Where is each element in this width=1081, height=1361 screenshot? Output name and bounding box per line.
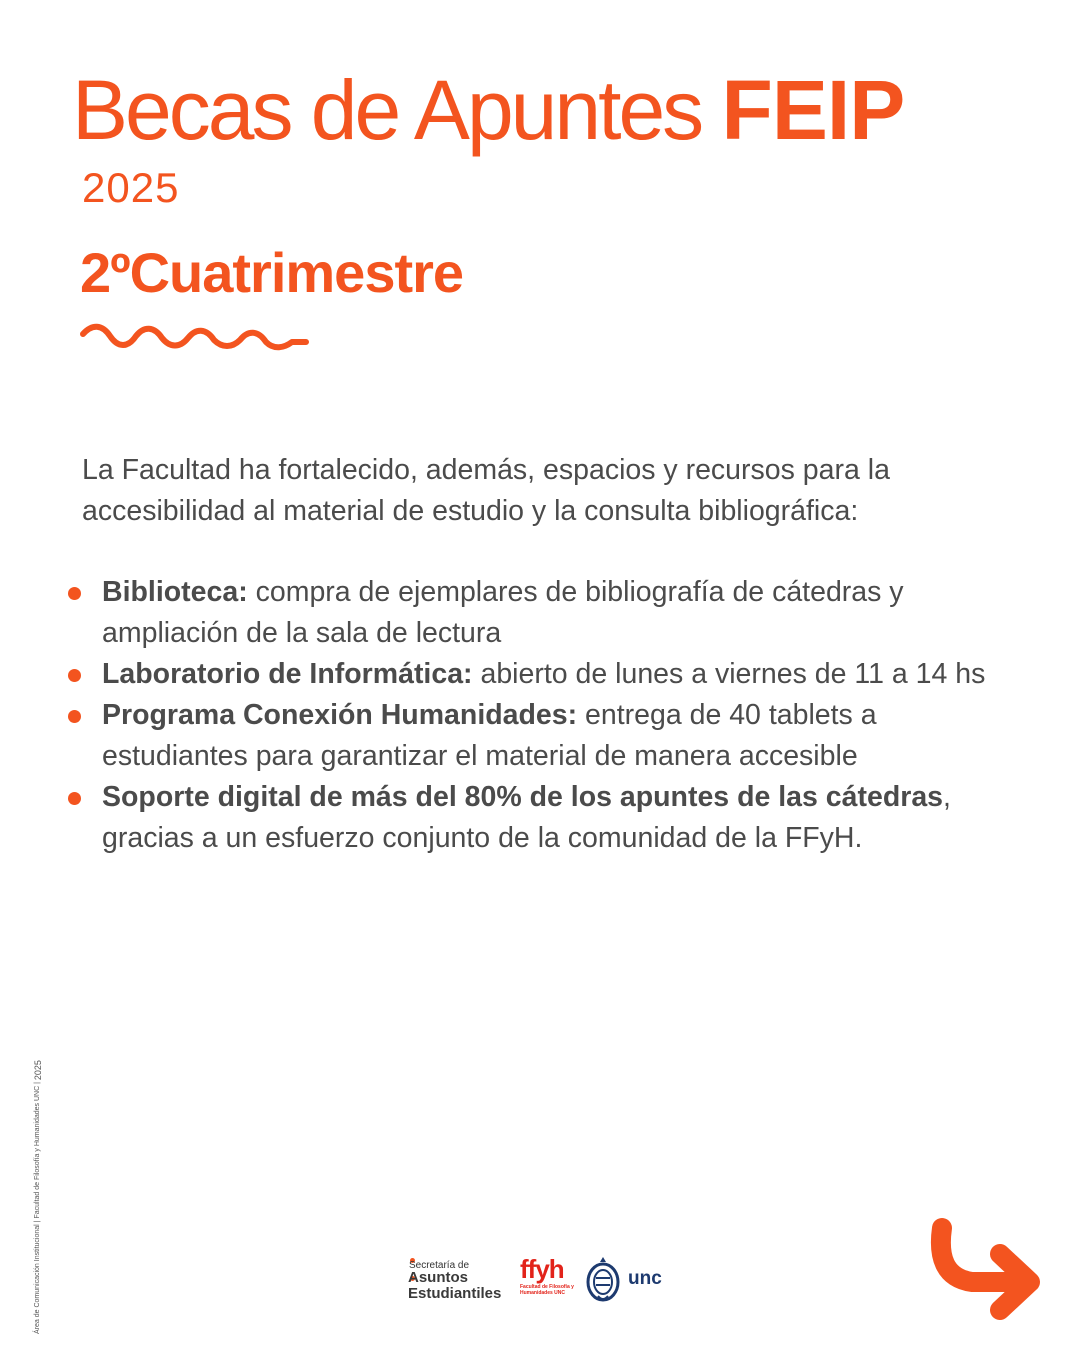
- list-item: [66, 695, 996, 777]
- unc-mark: unc: [628, 1268, 662, 1289]
- credit-year: 2025: [33, 1060, 43, 1081]
- arrow-next-icon[interactable]: [928, 1216, 1050, 1328]
- sae-line2: Asuntos: [408, 1269, 468, 1286]
- item-heading: Biblioteca:: [102, 576, 248, 608]
- semester-title: 2ºCuatrimestre: [80, 241, 464, 304]
- list-item: [66, 572, 996, 654]
- item-heading: Programa Conexión Humanidades:: [102, 699, 578, 731]
- item-heading: Laboratorio de Informática:: [102, 658, 473, 690]
- list-item: [66, 654, 996, 695]
- item-text: compra de ejemplares de bibliografía de cátedras y ampliación de la sala de lectura: [102, 576, 904, 649]
- ffyh-logo: [520, 1254, 580, 1296]
- unc-shield-icon: [584, 1254, 622, 1304]
- list-item: [66, 777, 996, 859]
- title-bold: FEIP: [721, 63, 905, 157]
- sae-line3: Estudiantiles: [408, 1285, 502, 1302]
- item-text: , gracias a un esfuerzo conjunto de la comunidad de la FFyH.: [102, 781, 951, 854]
- bullet-dot-icon: [68, 587, 81, 600]
- bullet-dot-icon: [68, 710, 81, 723]
- ffyh-subtitle: Facultad de Filosofía y Humanidades UNC: [520, 1284, 574, 1296]
- bullet-dot-icon: [68, 792, 81, 805]
- intro-paragraph: La Facultad ha fortalecido, además, espacios y recursos para la accesibilidad al material de estudio y la consulta bibliográfica:: [82, 454, 890, 527]
- resources-list: [66, 572, 996, 859]
- item-text: abierto de lunes a viernes de 11 a 14 hs: [472, 658, 986, 690]
- bullet-dot-icon: [68, 669, 81, 682]
- vertical-credit: Área de Comunicación Institucional | Facultad de Filosofía y Humanidades UNC | 2025: [33, 1060, 43, 1334]
- sae-line1: Secretaría de: [409, 1260, 470, 1271]
- ffyh-mark: ffyh: [520, 1254, 564, 1284]
- wave-divider-icon: [80, 322, 310, 352]
- unc-logo: [584, 1254, 662, 1309]
- year-label: 2025: [82, 164, 180, 211]
- credit-area: Área de Comunicación Institucional: [34, 1224, 41, 1334]
- item-heading: Soporte digital de más del 80% de los apuntes de las cátedras: [102, 781, 944, 813]
- title-light: Becas de Apuntes: [72, 63, 702, 157]
- footer-logos: [408, 1250, 698, 1310]
- credit-faculty: Facultad de Filosofía y Humanidades UNC: [34, 1085, 41, 1219]
- page-title: [72, 62, 904, 158]
- item-text: entrega de 40 tablets a estudiantes para garantizar el material de manera accesible: [102, 699, 877, 772]
